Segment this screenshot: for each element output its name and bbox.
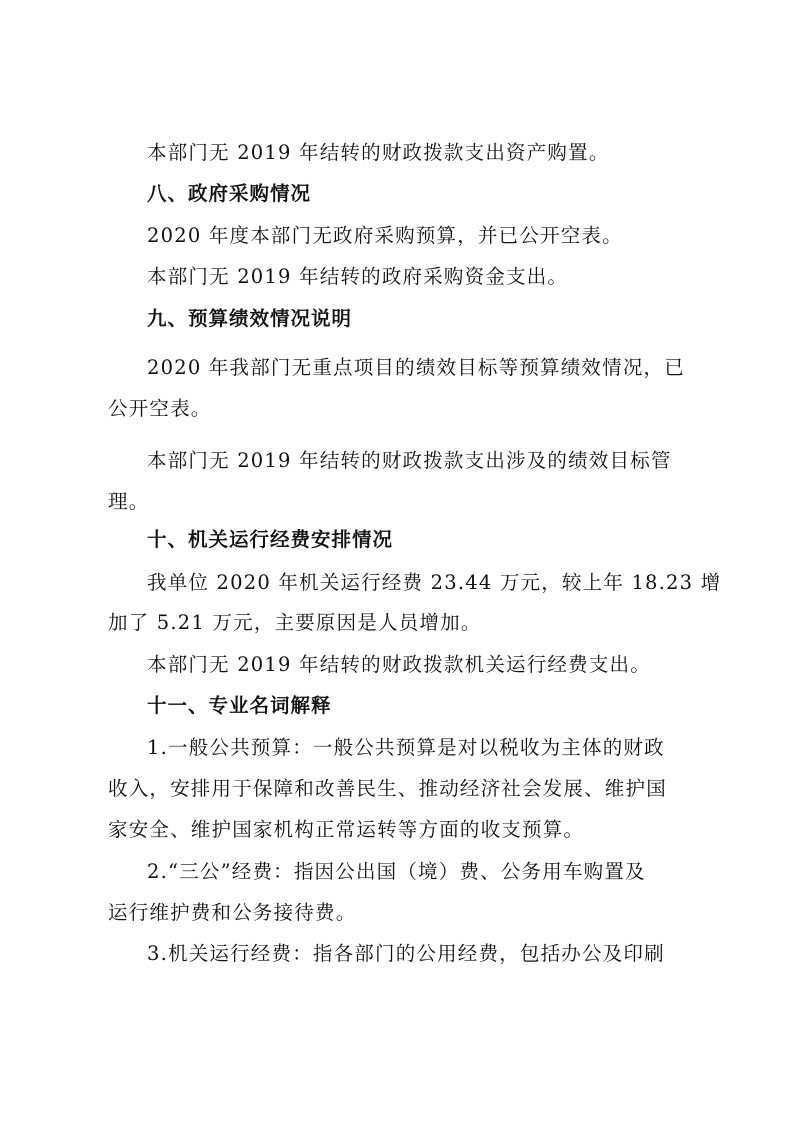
term-general-budget-line2: 收入，安排用于保障和改善民生、推动经济社会发展、维护国 <box>108 777 667 800</box>
term-operating-expenses-line1: 3.机关运行经费：指各部门的公用经费，包括办公及印刷 <box>147 942 665 965</box>
paragraph-operating-expenses-line2: 加了 5.21 万元，主要原因是人员增加。 <box>108 611 482 634</box>
paragraph-asset-purchase: 本部门无 2019 年结转的财政拨款支出资产购置。 <box>147 141 610 164</box>
term-general-budget-line3: 家安全、维护国家机构正常运转等方面的收支预算。 <box>108 818 585 841</box>
heading-government-procurement: 八、政府采购情况 <box>147 182 312 205</box>
term-general-budget-line1: 1.一般公共预算：一般公共预算是对以税收为主体的财政 <box>147 736 665 759</box>
paragraph-procurement-carryover: 本部门无 2019 年结转的政府采购资金支出。 <box>147 265 569 288</box>
term-three-public-line2: 运行维护费和公务接待费。 <box>108 901 357 924</box>
term-three-public-line1: 2.“三公”经费：指因公出国（境）费、公务用车购置及 <box>147 860 646 883</box>
paragraph-performance-line1: 2020 年我部门无重点项目的绩效目标等预算绩效情况，已 <box>147 356 685 379</box>
paragraph-performance-goals-line2: 理。 <box>108 490 150 513</box>
heading-performance: 九、预算绩效情况说明 <box>147 307 353 330</box>
heading-operating-expenses: 十、机关运行经费安排情况 <box>147 528 394 551</box>
paragraph-performance-line2: 公开空表。 <box>108 397 212 420</box>
paragraph-performance-goals-line1: 本部门无 2019 年结转的财政拨款支出涉及的绩效目标管 <box>147 449 672 472</box>
paragraph-operating-expenses-carryover: 本部门无 2019 年结转的财政拨款机关运行经费支出。 <box>147 653 651 676</box>
heading-terminology: 十一、专业名词解释 <box>147 694 332 717</box>
paragraph-procurement-budget: 2020 年度本部门无政府采购预算，并已公开空表。 <box>147 224 623 247</box>
paragraph-operating-expenses-line1: 我单位 2020 年机关运行经费 23.44 万元，较上年 18.23 增 <box>147 571 722 594</box>
